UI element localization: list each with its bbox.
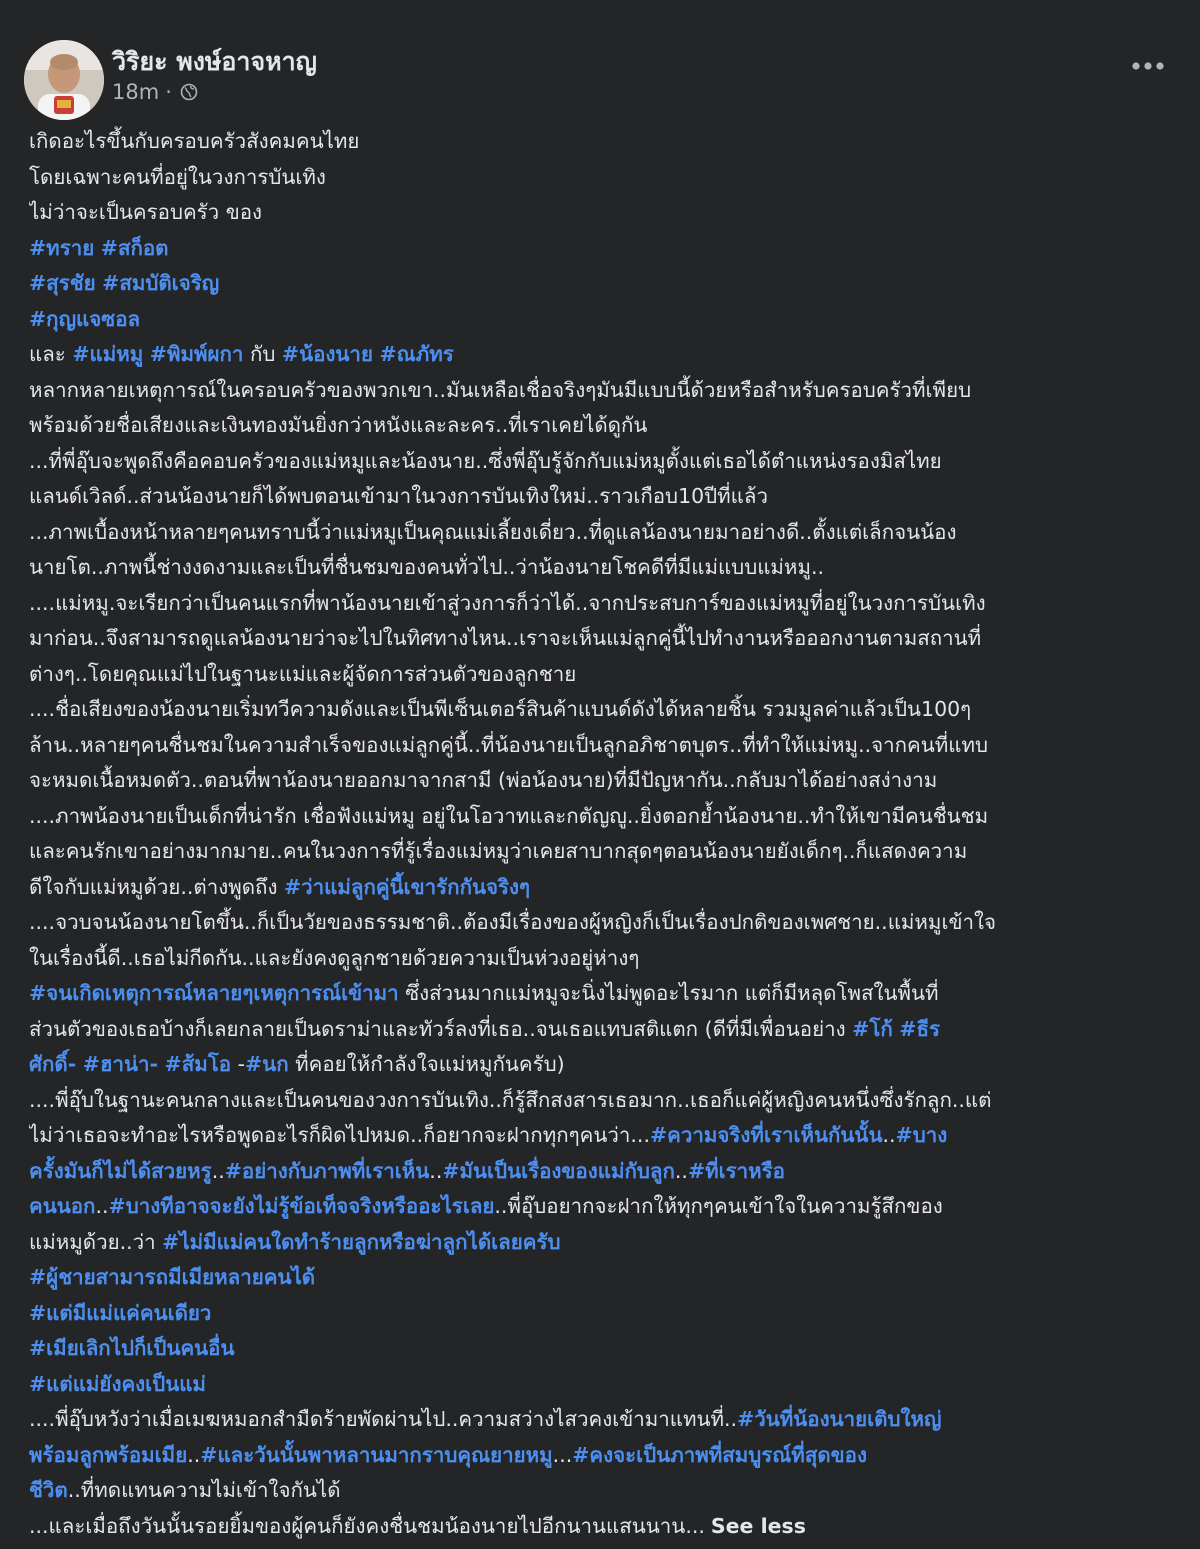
- hashtag-link[interactable]: ชีวิต: [29, 1478, 68, 1502]
- hashtag-link[interactable]: #ฮาน่า-: [82, 1052, 159, 1076]
- post-text-segment: ..พี่อุ๊บอยากจะฝากให้ทุกๆคนเข้าใจในความรู้สึกของ: [494, 1194, 943, 1218]
- hashtag-link[interactable]: #ณภัทร: [379, 342, 454, 366]
- post-text-line: [29, 373, 1175, 409]
- post-text-line: [29, 905, 1175, 941]
- post-text-segment: ...: [552, 1442, 573, 1467]
- post-text-segment: และ: [29, 342, 73, 366]
- post-text-segment: หลากหลายเหตุการณ์ในครอบครัวของพวกเขา..มันเหลือเชื่อจริงๆมันมีแบบนี้ด้วยหรือสำหรับครอบครัวที่เพียบ: [29, 377, 972, 402]
- post-text-line: [29, 479, 1175, 515]
- post-text-line: [29, 1083, 1175, 1119]
- post-text-line: [29, 1296, 1175, 1332]
- ellipsis-icon: [1131, 61, 1165, 71]
- hashtag-link[interactable]: #ว่าแม่ลูกคู่นี้เขารักกันจริงๆ: [283, 874, 531, 899]
- hashtag-link[interactable]: #คงจะเป็นภาพที่สมบูรณ์ที่สุดของ: [572, 1442, 867, 1467]
- post-text-line: [29, 799, 1175, 835]
- post-text-line: [29, 266, 1175, 302]
- post-text-segment: ..: [95, 1194, 109, 1218]
- post-text-line: [29, 692, 1175, 728]
- hashtag-link[interactable]: #ส้มโอ: [164, 1052, 232, 1076]
- post-text-segment: นายโต..ภาพนี้ช่างงดงามและเป็นที่ชื่นชมของคนทั่วไป..ว่าน้องนายโชคดีที่มีแม่แบบแม่หมู..: [29, 555, 824, 579]
- post-text-segment: กับ: [243, 342, 282, 366]
- hashtag-link[interactable]: #ไม่มีแม่คนใดทำร้ายลูกหรือฆ่าลูกได้เลยครับ: [162, 1229, 561, 1254]
- hashtag-link[interactable]: #นก: [245, 1052, 289, 1076]
- post-text-segment: ส่วนตัวของเธอบ้างก็เลยกลายเป็นดราม่าและทัวร์ลงที่เธอ..จนเธอแทบสติแตก (ดีที่มีเพื่อนอย่าง: [29, 1016, 853, 1041]
- post-text-segment: ไม่ว่าจะเป็นครอบครัว ของ: [29, 200, 263, 224]
- hashtag-link[interactable]: #กุญแจซอล: [29, 306, 141, 331]
- post-text-line: [29, 1047, 1175, 1083]
- post-text-segment: ในเรื่องนี้ดี..เธอไม่กีดกัน..และยังคงดูลูกชายด้วยความเป็นห่วงอยู่ห่างๆ: [29, 945, 640, 970]
- hashtag-link[interactable]: #โก้: [852, 1016, 893, 1041]
- post-text-segment: ..: [674, 1158, 688, 1183]
- post-text-line: [29, 1118, 1175, 1154]
- post-text-line: [29, 1367, 1175, 1403]
- post-text-line: [29, 870, 1175, 906]
- hashtag-link[interactable]: #อย่างกับภาพที่เราเห็น: [224, 1158, 430, 1183]
- post-text-segment: จะหมดเนื้อหมดตัว..ตอนที่พาน้องนายออกมาจากสามี (พ่อน้องนาย)ที่มีปัญหากัน..กลับมาได้อย่างสง่างาม: [29, 768, 938, 792]
- post-text-line: [29, 586, 1175, 622]
- post-meta: [112, 80, 198, 104]
- post-text-line: [29, 1260, 1175, 1296]
- author-avatar[interactable]: [24, 40, 104, 120]
- hashtag-link[interactable]: #วันที่น้องนายเติบใหญ่: [737, 1407, 942, 1431]
- hashtag-link[interactable]: #ความจริงที่เราเห็นกันนั้น: [649, 1123, 883, 1147]
- hashtag-link[interactable]: #สุรชัย: [29, 271, 96, 295]
- post-text-segment: ซึ่งส่วนมากแม่หมูจะนิ่งไม่พูดอะไรมาก แต่ก็มีหลุดโพสในพื้นที่: [398, 981, 939, 1005]
- post-text-line: [29, 124, 1175, 160]
- post-text-segment: ..: [187, 1442, 201, 1467]
- post-text-segment: ....พี่อุ๊บในฐานะคนกลางและเป็นคนของวงการบันเทิง..ก็รู้สึกสงสารเธอมาก..เธอก็แค่ผู้หญิงคนหนึ่งซึ่งรักลูก..แต่: [29, 1087, 992, 1112]
- hashtag-link[interactable]: #บาง: [895, 1123, 948, 1147]
- post-text-segment: และคนรักเขาอย่างมากมาย..คนในวงการที่รู้เรื่องแม่หมูว่าเคยสาบากสุดๆตอนน้องนายยังเด็กๆ..ก็แสดงความ: [29, 839, 968, 863]
- post-text-segment: ..: [882, 1123, 896, 1147]
- hashtag-link[interactable]: #ที่เราหรือ: [687, 1158, 785, 1183]
- post-text-segment: ....ภาพน้องนายเป็นเด็กที่น่ารัก เชื่อฟังแม่หมู อยู่ในโอวาทและกตัญญู..ยิ่งตอกย้ำน้องนาย..ทำให้เขามีคนชื่นชม: [29, 803, 989, 828]
- post-text-segment: แม่หมูด้วย..ว่า: [29, 1229, 163, 1254]
- post-text-segment: ...ภาพเบื้องหน้าหลายๆคนทราบนี้ว่าแม่หมูเป็นคุณแม่เลี้ยงเดี่ยว..ที่ดูแลน้องนายมาอย่างดี..ตั้งแต่เล็กจนน้อง: [29, 519, 957, 544]
- post-text-segment: ....จวบจนน้องนายโตขึ้น..ก็เป็นวัยของธรรมชาติ..ต้องมีเรื่องของผู้หญิงก็เป็นเรื่องปกติของเพศชาย..แม่หมูเข้าใจ: [29, 910, 996, 934]
- post-text-line: [29, 337, 1175, 373]
- post-text-segment: -: [231, 1052, 245, 1076]
- hashtag-link[interactable]: #แต่มีแม่แค่คนเดียว: [29, 1300, 212, 1325]
- hashtag-link[interactable]: #จนเกิดเหตุการณ์หลายๆเหตุการณ์เข้ามา: [29, 981, 399, 1005]
- post-text-line: [29, 1509, 1175, 1545]
- post-text-line: [29, 195, 1175, 231]
- post-text-line: [29, 1012, 1175, 1048]
- post-text-segment: ....พี่อุ๊บหวังว่าเมื่อเมฆหมอกสำมืดร้ายพัดผ่านไป..ความสว่างไสวคงเข้ามาแทนที่..: [29, 1407, 738, 1431]
- post-text-line: [29, 444, 1175, 480]
- post-text-line: [29, 1402, 1175, 1438]
- hashtag-link[interactable]: #และวันนั้นพาหลานมากราบคุณยายหมู: [200, 1442, 553, 1467]
- hashtag-link[interactable]: ครั้งมันก็ไม่ได้สวยหรู: [29, 1158, 212, 1183]
- post-text-segment: ..: [429, 1158, 443, 1183]
- post-text-line: [29, 1473, 1175, 1509]
- post-text-segment: ....แม่หมู.จะเรียกว่าเป็นคนแรกที่พาน้องนายเข้าสู่วงการก็ว่าได้..จากประสบการ์ของแม่หมูที่อยู่ในวงการบันเทิง: [29, 590, 986, 615]
- hashtag-link[interactable]: #น้องนาย: [281, 342, 373, 366]
- post-text-line: [29, 1225, 1175, 1261]
- hashtag-link[interactable]: คนนอก: [29, 1194, 96, 1218]
- post-text-line: [29, 231, 1175, 267]
- post-text-line: [29, 834, 1175, 870]
- avatar-photo-icon: [24, 40, 104, 120]
- post-text-line: [29, 941, 1175, 977]
- post-text-segment: ...ที่พี่อุ๊บจะพูดถึงคือคอบครัวของแม่หมูและน้องนาย..ซึ่งพี่อุ๊บรู้จักกับแม่หมูตั้งแต่เธอได้ตำแหน่งรองมิสไทย: [29, 448, 942, 473]
- post-text-line: [29, 302, 1175, 338]
- post-header: [24, 22, 1174, 112]
- more-options-button[interactable]: [1126, 46, 1170, 86]
- hashtag-link[interactable]: #เมียเลิกไปก็เป็นคนอื่น: [29, 1336, 235, 1360]
- hashtag-link[interactable]: #บางทีอาจจะยังไม่รู้ข้อเท็จจริงหรืออะไรเลย: [108, 1194, 495, 1218]
- post-text-segment: ไม่ว่าเธอจะทำอะไรหรือพูดอะไรก็ผิดไปหมด..ก็อยากจะฝากทุกๆคนว่า...: [29, 1123, 650, 1147]
- post-text-segment: เกิดอะไรขึ้นกับครอบครัวสังคมคนไทย: [29, 129, 360, 153]
- hashtag-link[interactable]: #แม่หมู: [72, 342, 144, 366]
- post-text-segment: ..ที่ทดแทนความไม่เข้าใจกันได้: [67, 1478, 341, 1502]
- hashtag-link[interactable]: ศักดิ์-: [29, 1052, 77, 1076]
- hashtag-link[interactable]: #พิมพ์ผกา: [149, 342, 244, 366]
- post-text-line: [29, 550, 1175, 586]
- hashtag-link[interactable]: #สก็อต: [100, 235, 169, 260]
- post-text-line: [29, 408, 1175, 444]
- hashtag-link[interactable]: #สมบัติเจริญ: [102, 271, 220, 295]
- post-text-line: [29, 728, 1175, 764]
- post-text-line: [29, 763, 1175, 799]
- hashtag-link[interactable]: พร้อมลูกพร้อมเมีย: [29, 1442, 188, 1467]
- hashtag-link[interactable]: #ทราย: [29, 235, 95, 260]
- hashtag-link[interactable]: #มันเป็นเรื่องของแม่กับลูก: [442, 1158, 675, 1183]
- post-text-segment: แลนด์เวิลด์..ส่วนน้องนายก็ได้พบตอนเข้ามาในวงการบันเทิงใหม่..ราวเกือบ10ปีที่แล้ว: [29, 484, 768, 508]
- post-text-line: [29, 160, 1175, 196]
- post-text-segment: ล้าน..หลายๆคนชื่นชมในความสำเร็จของแม่ลูกคู่นี้..ที่น้องนายเป็นลูกอภิชาตบุตร..ที่ทำให้แม่หมู..จากคนที่แทบ: [29, 732, 989, 757]
- post-text-line: [29, 1154, 1175, 1190]
- post-text-line: [29, 1331, 1175, 1367]
- see-less-link[interactable]: See less: [710, 1513, 806, 1538]
- post-text-segment: ....ชื่อเสียงของน้องนายเริ่มทวีความดังและเป็นพีเซ็นเตอร์สินค้าแบนด์ดังได้หลายชิ้น รวมมูลค่าแล้วเป็น100ๆ: [29, 697, 972, 721]
- meta-separator: ·: [165, 80, 172, 104]
- post-text-segment: มาก่อน..จึงสามารถดูแลน้องนายว่าจะไปในทิศทางไหน..เราจะเห็นแม่ลูกคู่นี้ไปทำงานหรือออกงานตามสถานที่: [29, 626, 982, 650]
- post-text-segment: โดยเฉพาะคนที่อยู่ในวงการบันเทิง: [29, 164, 326, 189]
- post-text: [29, 124, 1175, 1544]
- hashtag-link[interactable]: #แต่แม่ยังคงเป็นแม่: [29, 1371, 206, 1396]
- post-time[interactable]: 18m: [112, 80, 160, 104]
- hashtag-link[interactable]: #ผู้ชายสามารถมีเมียหลายคนได้: [29, 1265, 316, 1289]
- post-text-line: [29, 515, 1175, 551]
- post-text-segment: ..: [211, 1158, 225, 1183]
- author-name[interactable]: วิริยะ พงษ์อาจหาญ: [112, 47, 317, 76]
- globe-icon: [180, 83, 198, 101]
- post-text-segment: ...และเมื่อถึงวันนั้นรอยยิ้มของผู้คนก็ยังคงชื่นชมน้องนายไปอีกนานแสนนาน...: [29, 1513, 705, 1538]
- post-text-line: [29, 976, 1175, 1012]
- post-text-segment: พร้อมด้วยชื่อเสียงและเงินทองมันยิ่งกว่าหนังและละคร..ที่เราเคยได้ดูกัน: [29, 413, 648, 437]
- post-text-line: [29, 657, 1175, 693]
- post-text-line: [29, 1189, 1175, 1225]
- post-text-segment: ดีใจกับแม่หมูด้วย..ต่างพูดถึง: [29, 874, 284, 899]
- post-text-line: [29, 621, 1175, 657]
- post-text-segment: ที่คอยให้กำลังใจแม่หมูกันครับ): [288, 1052, 565, 1076]
- post-text-segment: ต่างๆ..โดยคุณแม่ไปในฐานะแม่และผู้จัดการส่วนตัวของลูกชาย: [29, 661, 577, 686]
- hashtag-link[interactable]: #ธีร: [899, 1016, 940, 1041]
- post-text-line: [29, 1438, 1175, 1474]
